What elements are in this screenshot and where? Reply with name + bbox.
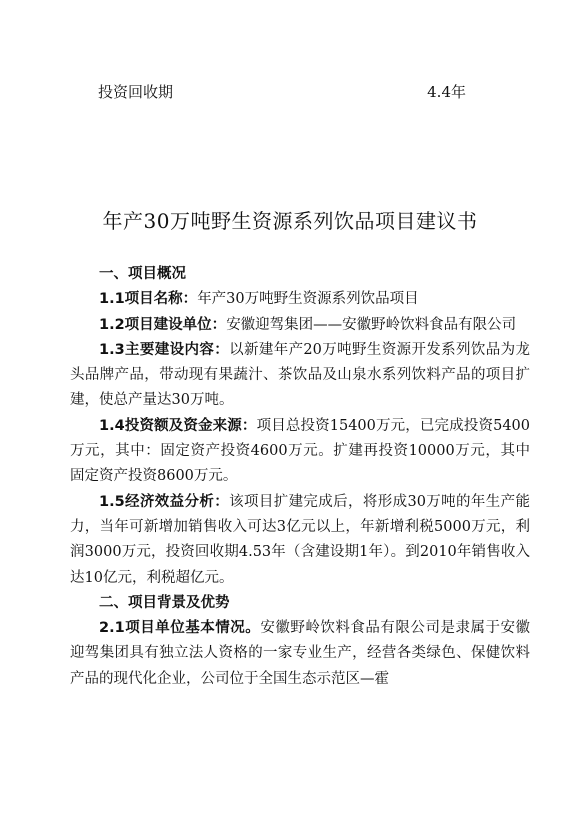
paragraph-main-content	[70, 338, 530, 414]
paragraph-text: 安徽迎驾集团——安徽野岭饮料食品有限公司	[226, 316, 517, 333]
paragraph-text: 以新建年产20万吨野生资源开发系列饮品为龙头品牌产品，带动现有果蔬汁、茶饮品及山泉水系列饮料产品的项目扩建，使总产量达30万吨。	[70, 341, 530, 409]
paragraph-text: 年产30万吨野生资源系列饮品项目	[197, 291, 419, 308]
paragraph-lead: 1.1项目名称：	[99, 291, 198, 308]
document-body	[70, 262, 530, 692]
document-title: 年产30万吨野生资源系列饮品项目建议书	[102, 209, 478, 233]
paragraph-text: 项目总投资15400万元，已完成投资5400万元，其中：固定资产投资4600万元。扩建再投资10000万元，其中固定资产投资8600万元。	[70, 417, 531, 485]
paragraph-investment	[70, 414, 530, 490]
paragraph-company-info	[70, 616, 530, 692]
paragraph-lead: 2.1项目单位基本情况。	[99, 620, 261, 637]
paragraph-construction-unit	[70, 313, 530, 338]
payback-period-label: 投资回收期	[98, 83, 174, 101]
payback-period-row	[98, 82, 466, 102]
paragraph-project-name	[70, 287, 530, 312]
paragraph-lead: 1.2项目建设单位：	[99, 316, 227, 333]
paragraph-lead: 1.3主要建设内容：	[99, 341, 230, 358]
section-heading-overview: 一、项目概况	[99, 266, 186, 282]
paragraph-lead: 1.5经济效益分析：	[99, 493, 230, 510]
section-heading-background: 二、项目背景及优势	[99, 594, 230, 611]
payback-period-value: 4.4年	[427, 83, 466, 101]
paragraph-text: 该项目扩建完成后，将形成30万吨的年生产能力，当年可新增加销售收入可达3亿元以上，年新增利税5000万元，利润3000万元，投资回收期4.53年（含建设期1年）。到2010年销售收入达10亿元，利税超亿元。	[70, 493, 530, 586]
paragraph-economic-analysis	[70, 490, 530, 591]
paragraph-lead: 1.4投资额及资金来源：	[99, 417, 257, 434]
paragraph-text: 安徽野岭饮料食品有限公司是隶属于安徽迎驾集团具有独立法人资格的一家专业生产，经营各类绿色、保健饮料产品的现代化企业，公司位于全国生态示范区—霍	[70, 620, 531, 687]
